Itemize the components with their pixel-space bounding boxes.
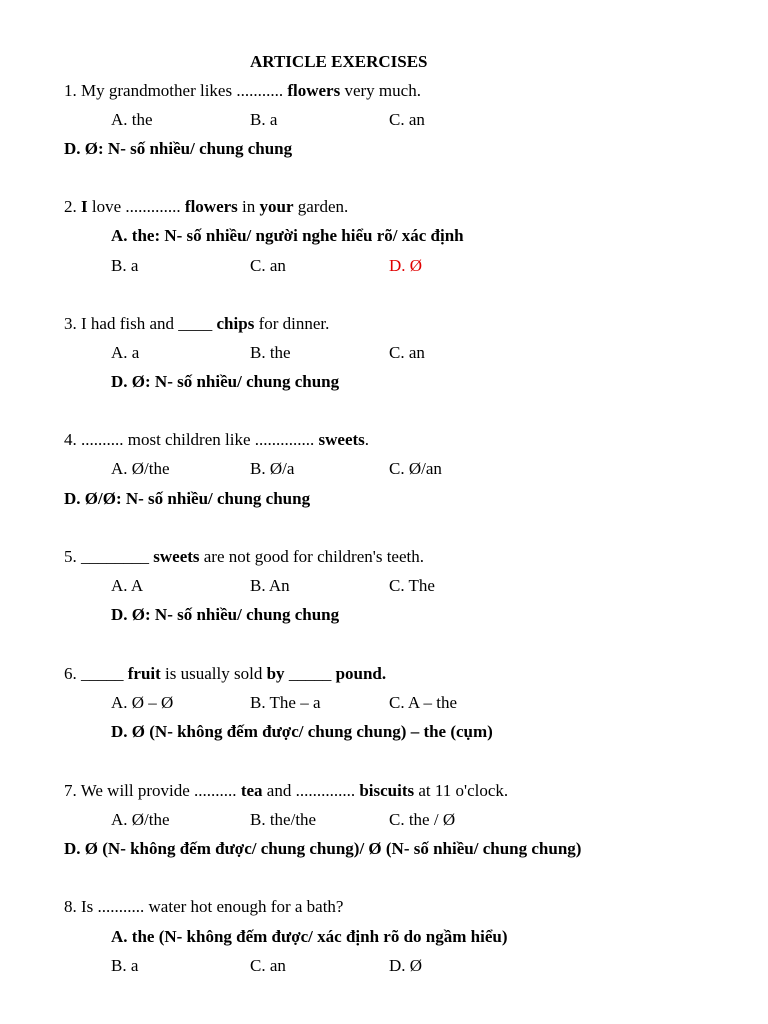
question-8: 8. Is ........... water hot enough for a bath? xyxy=(64,897,344,916)
answer-4: D. Ø/Ø: N- số nhiều/ chung chung xyxy=(64,489,311,508)
option-a: A. Ø/the xyxy=(111,810,170,829)
option-a: A. the xyxy=(111,110,153,129)
answer-1: D. Ø: N- số nhiều/ chung chung xyxy=(64,139,293,158)
answer-7: D. Ø (N- không đếm được/ chung chung)/ Ø (N- số nhiều/ chung chung) xyxy=(64,839,582,858)
option-b: B. An xyxy=(250,576,290,595)
question-1: 1. My grandmother likes ........... flowers very much. xyxy=(64,81,421,100)
question-2: 2. I love ............. flowers in your garden. xyxy=(64,197,349,216)
option-c: C. the / Ø xyxy=(389,810,456,829)
option-a: A. a xyxy=(111,343,140,362)
question-5: 5. ________ sweets are not good for children's teeth. xyxy=(64,547,424,566)
option-d: D. Ø xyxy=(389,956,423,975)
option-b: B. The – a xyxy=(250,693,321,712)
answer-8: A. the (N- không đếm được/ xác định rõ do ngầm hiểu) xyxy=(111,927,508,946)
option-b: B. a xyxy=(111,256,139,275)
option-d: D. Ø xyxy=(389,256,423,275)
option-b: B. Ø/a xyxy=(250,459,295,478)
question-3: 3. I had fish and ____ chips for dinner. xyxy=(64,314,330,333)
answer-3: D. Ø: N- số nhiều/ chung chung xyxy=(111,372,340,391)
option-a: A. Ø/the xyxy=(111,459,170,478)
option-c: C. Ø/an xyxy=(389,459,442,478)
option-b: B. the xyxy=(250,343,291,362)
question-6: 6. _____ fruit is usually sold by _____ pound. xyxy=(64,664,387,683)
answer-2: A. the: N- số nhiều/ người nghe hiểu rõ/ xác định xyxy=(111,226,464,245)
page-title: ARTICLE EXERCISES xyxy=(250,52,428,71)
option-c: C. an xyxy=(250,256,286,275)
answer-5: D. Ø: N- số nhiều/ chung chung xyxy=(111,605,340,624)
option-c: C. A – the xyxy=(389,693,458,712)
option-a: A. A xyxy=(111,576,144,595)
option-b: B. the/the xyxy=(250,810,317,829)
option-b: B. a xyxy=(111,956,139,975)
option-b: B. a xyxy=(250,110,278,129)
option-c: C. The xyxy=(389,576,435,595)
option-c: C. an xyxy=(250,956,286,975)
answer-6: D. Ø (N- không đếm được/ chung chung) – the (cụm) xyxy=(111,722,493,741)
option-c: C. an xyxy=(389,343,425,362)
question-7: 7. We will provide .......... tea and .............. biscuits at 11 o'clock. xyxy=(64,781,509,800)
option-c: C. an xyxy=(389,110,425,129)
option-a: A. Ø – Ø xyxy=(111,693,174,712)
question-4: 4. .......... most children like .............. sweets. xyxy=(64,430,370,449)
